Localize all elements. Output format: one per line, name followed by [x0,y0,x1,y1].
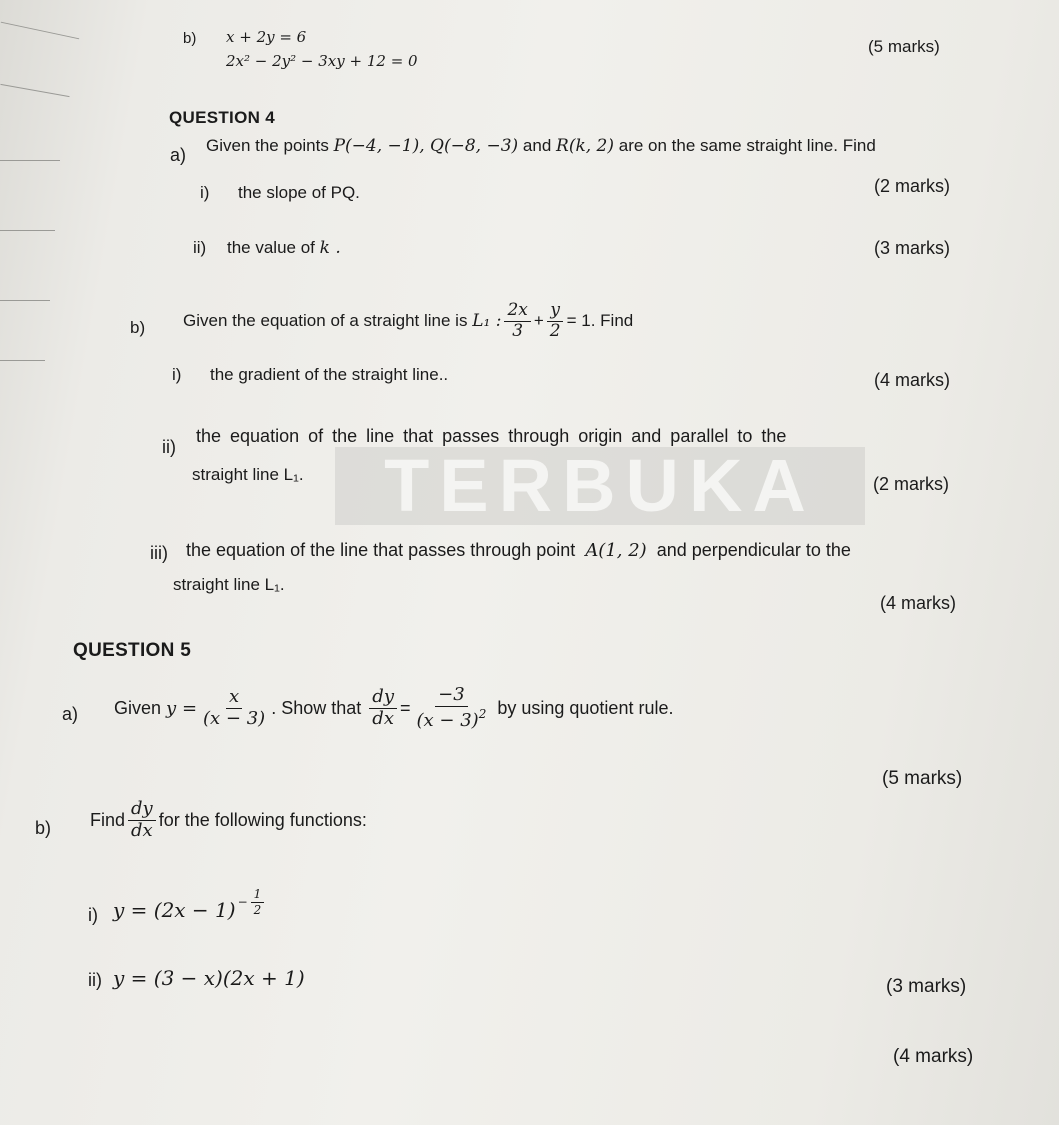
q4-a-label: a) [170,145,187,165]
q4-a-text: Given the points P(−4, −1), Q(−8, −3) and R(k, 2) are on the same straight line. Find [206,136,876,156]
q4-a-i-marks: (2 marks) [874,176,950,196]
q5-b-text: Find $\frac{dy}{dx}$ for the following functions: [90,798,367,841]
prev-eq2: 2x² − 2y² − 3xy + 12 = 0 [226,52,418,70]
fraction-dy-dx: $\frac{dy}{dx}$ [128,800,156,841]
q4-b-i-label: i) [172,365,182,384]
q4-b-i-text: the gradient of the straight line.. [210,365,449,384]
q5-b-iii-marks: (4 marks) [893,1046,974,1067]
fraction-result: $\frac{-3}{(x - 3)^2}$ [416,684,487,731]
prev-eq1: x + 2y = 6 [226,28,307,46]
margin-line [0,160,60,161]
q4-a-i-text: the slope of PQ. [238,183,360,202]
margin-line [0,230,55,231]
q4-b-ii-marks: (2 marks) [873,474,949,494]
q4-a-ii-text: the value of k . [227,238,341,258]
q5-b-ii-expr: y = (3 − x)(2x + 1) [113,966,305,990]
q5-a-label: a) [62,704,79,724]
q4-b-ii-text1: the equation of the line that passes through origin and parallel to the [196,426,787,446]
q4-b-label: b) [130,318,146,337]
q4-a-i-label: i) [200,183,210,202]
q5-b-i-label: i) [88,905,98,925]
question-5-title: QUESTION 5 [73,640,192,661]
q4-b-iii-text1: the equation of the line that passes through point A(1, 2) and perpendicular to the [186,540,851,561]
q5-b-ii-label: ii) [88,970,102,990]
q4-b-iii-marks: (4 marks) [880,593,956,613]
q4-b-ii-label: ii) [162,437,176,457]
margin-line [0,360,45,361]
q5-b-label: b) [35,818,52,838]
question-4-title: QUESTION 4 [169,108,275,127]
fraction-y-over-2: $\frac{y}{2}$ [547,302,564,341]
q4-b-iii-label: iii) [150,543,168,563]
q4-b-iii-text3: straight line L₁. [173,575,285,594]
q5-b-ii-marks: (3 marks) [886,976,967,997]
q5-a-marks: (5 marks) [882,768,963,789]
watermark-terbuka: TERBUKA [335,447,865,525]
q4-a-ii-label: ii) [193,238,207,257]
q4-b-ii-text2: straight line L₁. [192,465,304,484]
point-r: R(k, 2) [556,136,615,156]
fraction-x-over-x-minus-3: $\frac{x}{(x - 3)}$ [203,686,266,729]
prev-marks: (5 marks) [868,37,940,56]
q5-b-i-expr: y = (2x − 1) − $\frac{1}{2}$ [113,898,267,922]
q5-a-text: Given y = $\frac{x}{(x - 3)}$ . Show that $\frac{dy}{dx}$ = $\frac{-3}{(x - 3)^2}$ by using quotient rule. [114,684,674,731]
margin-line [0,300,50,301]
fraction-2x-over-3: $\frac{2x}{3}$ [504,302,530,341]
line-l1: L₁ : [472,311,502,332]
point-a: A(1, 2) [585,540,647,561]
q4-a-ii-marks: (3 marks) [874,238,950,258]
q4-b-i-marks: (4 marks) [874,370,950,390]
fraction-dy-dx: $\frac{dy}{dx}$ [369,688,397,729]
points-pq: P(−4, −1), Q(−8, −3) [333,136,519,156]
prev-b-label: b) [183,30,197,47]
q4-b-text: Given the equation of a straight line is L₁ : $\frac{2x}{3}$ + $\frac{y}{2}$ = 1. Find [183,300,634,341]
